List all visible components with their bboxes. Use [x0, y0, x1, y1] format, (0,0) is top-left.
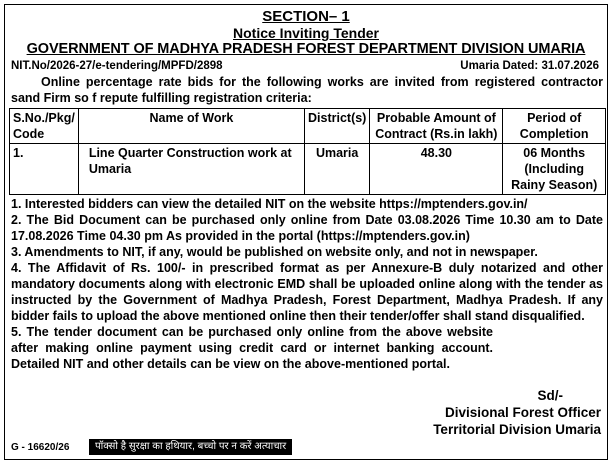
- notes: [5, 196, 607, 372]
- nit-number: NIT.No/2026-27/e-tendering/MPFD/2898: [11, 60, 223, 72]
- reference-line: [5, 58, 607, 74]
- tender-notice: [4, 4, 608, 460]
- cell-district: Umaria: [305, 144, 370, 195]
- cell-sno: 1.: [10, 144, 79, 195]
- government-heading: GOVERNMENT OF MADHYA PRADESH FOREST DEPARTMENT DIVISION UMARIA: [26, 41, 586, 57]
- g-number: G - 16620/26: [11, 442, 70, 453]
- cell-name: Line Quarter Construction work at Umaria: [78, 144, 304, 195]
- awareness-banner: पॉक्सो है सुरक्षा का हथियार, बच्चो पर न करें अत्याचार: [89, 439, 292, 455]
- table-row: [10, 144, 606, 195]
- col-header-sno: S.No./Pkg/ Code: [10, 109, 79, 144]
- note-item: 2. The Bid Document can be purchased only online from Date 03.08.2026 Time 10.30 am to Date 17.08.2026 Time 04.30 pm As provided in the portal (https://mptenders.gov.in): [11, 213, 603, 243]
- cell-period: 06 Months (Including Rainy Season): [503, 144, 606, 195]
- col-header-amount: Probable Amount of Contract (Rs.in lakh): [370, 109, 503, 144]
- note-item: 5. The tender document can be purchased only online from the above website after making online payment using credit card or internet banking account. Detailed NIT and other details can be view on the above-mentioned portal.: [11, 325, 493, 371]
- note-item: 4. The Affidavit of Rs. 100/- in prescribed format as per Annexure-B duly notarized and other mandatory documents along with electronic EMD shall be uploaded online along with the tender as instructed by the Government of Madhya Pradesh, Forest Department, Madhya Pradesh. If any bidder fails to upload the above mentioned online then their tender/offer shall stand disqualified.: [11, 261, 603, 323]
- signature-title: Divisional Forest Officer: [444, 405, 601, 420]
- col-header-name: Name of Work: [78, 109, 304, 144]
- col-header-period: Period of Completion: [503, 109, 606, 144]
- signature-sd: Sd/-: [537, 388, 563, 403]
- intro-paragraph: Online percentage rate bids for the following works are invited from registered contractor sand Firm so f repute fulfilling registration criteria:: [11, 75, 603, 105]
- section-heading: SECTION– 1: [262, 8, 350, 25]
- notice-title: Notice Inviting Tender: [233, 25, 379, 41]
- notice-date: Umaria Dated: 31.07.2026: [460, 60, 599, 72]
- cell-amount: 48.30: [370, 144, 503, 195]
- note-item: 3. Amendments to NIT, if any, would be published on website only, and not in newspaper.: [11, 245, 538, 259]
- signature-block: [433, 387, 601, 438]
- signature-division: Territorial Division Umaria: [433, 422, 601, 437]
- note-item: 1. Interested bidders can view the detailed NIT on the website https://mptenders.gov.in/: [11, 197, 528, 211]
- works-table: [9, 108, 606, 195]
- col-header-district: District(s): [305, 109, 370, 144]
- table-header-row: [10, 109, 606, 144]
